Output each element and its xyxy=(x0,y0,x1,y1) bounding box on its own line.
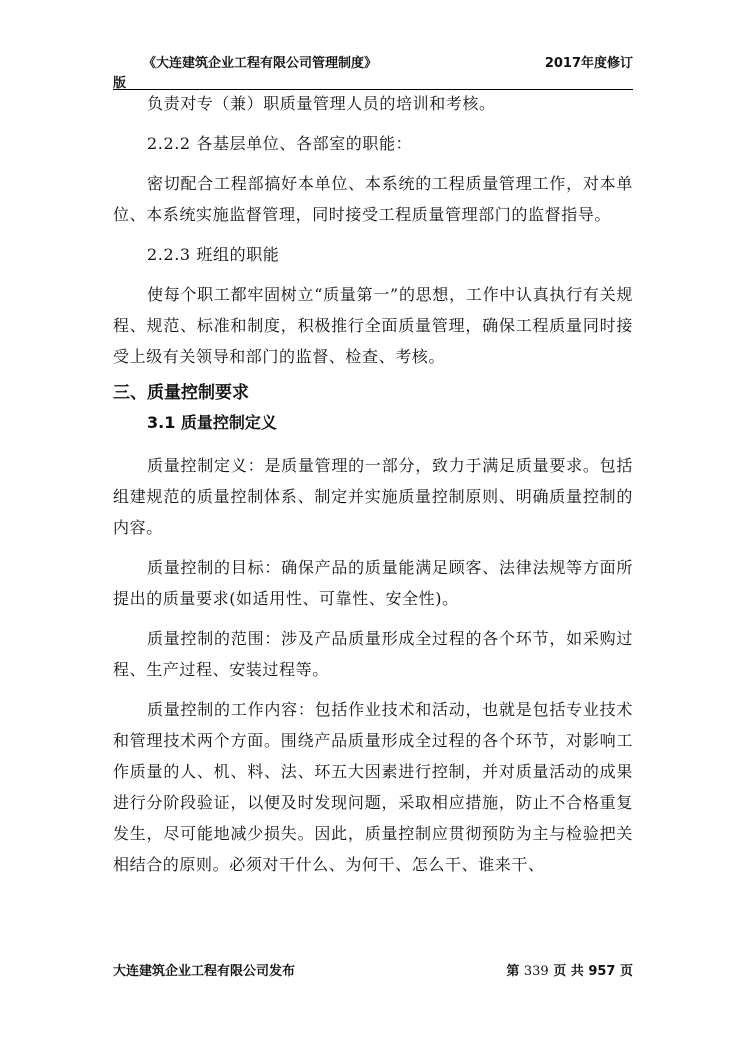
page-number xyxy=(506,960,633,979)
page-header xyxy=(113,52,633,92)
page-total: 957 xyxy=(588,964,616,979)
section-3-1-heading: 3.1 质量控制定义 xyxy=(147,413,277,432)
section-2-2-3-heading: 2.2.3 班组的职能 xyxy=(147,245,280,264)
document-body xyxy=(113,88,633,880)
paragraph-unit-duties: 密切配合工程部搞好本单位、本系统的工程质量管理工作，对本单位、本系统实施监督管理，同时接受工程质量管理部门的监督指导。 xyxy=(113,174,633,224)
page-middle: 页 共 xyxy=(553,964,584,979)
section-2-2-2-heading: 2.2.2 各基层单位、各部室的职能： xyxy=(147,134,413,153)
page-current: 339 xyxy=(523,964,549,979)
revision-label: 2017年度修订 xyxy=(544,56,633,71)
paragraph-qc-scope: 质量控制的范围：涉及产品质量形成全过程的各个环节，如采购过程、生产过程、安装过程等。 xyxy=(113,629,633,679)
revision-label-wrap: 版 xyxy=(113,76,127,91)
section-3-heading: 三、质量控制要求 xyxy=(113,383,249,403)
paragraph-training: 负责对专（兼）职质量管理人员的培训和考核。 xyxy=(147,94,496,113)
paragraph-qc-definition: 质量控制定义：是质量管理的一部分，致力于满足质量要求。包括组建规范的质量控制体系、制定并实施质量控制原则、明确质量控制的内容。 xyxy=(113,456,633,537)
page-suffix: 页 xyxy=(619,964,633,979)
publisher: 大连建筑企业工程有限公司发布 xyxy=(113,964,296,979)
paragraph-qc-content: 质量控制的工作内容：包括作业技术和活动，也就是包括专业技术和管理技术两个方面。围绕产品质量形成全过程的各个环节，对影响工作质量的人、机、料、法、环五大因素进行控制，并对质量活动的成果进行分阶段验证，以便及时发现问题，采取相应措施，防止不合格重复发生，尽可能地减少损失。因此，质量控制应贯彻预防为主与检验把关相结合的原则。必须对干什么、为何干、怎么干、谁来干、 xyxy=(113,700,633,874)
page-prefix: 第 xyxy=(506,964,520,979)
paragraph-team-duties: 使每个职工都牢固树立“质量第一”的思想，工作中认真执行有关规程、规范、标准和制度，积极推行全面质量管理，确保工程质量同时接受上级有关领导和部门的监督、检查、考核。 xyxy=(113,285,633,366)
paragraph-qc-goal: 质量控制的目标：确保产品的质量能满足顾客、法律法规等方面所提出的质量要求(如适用性、可靠性、安全性)。 xyxy=(113,558,633,608)
document-title: 《大连建筑企业工程有限公司管理制度》 xyxy=(143,56,378,71)
